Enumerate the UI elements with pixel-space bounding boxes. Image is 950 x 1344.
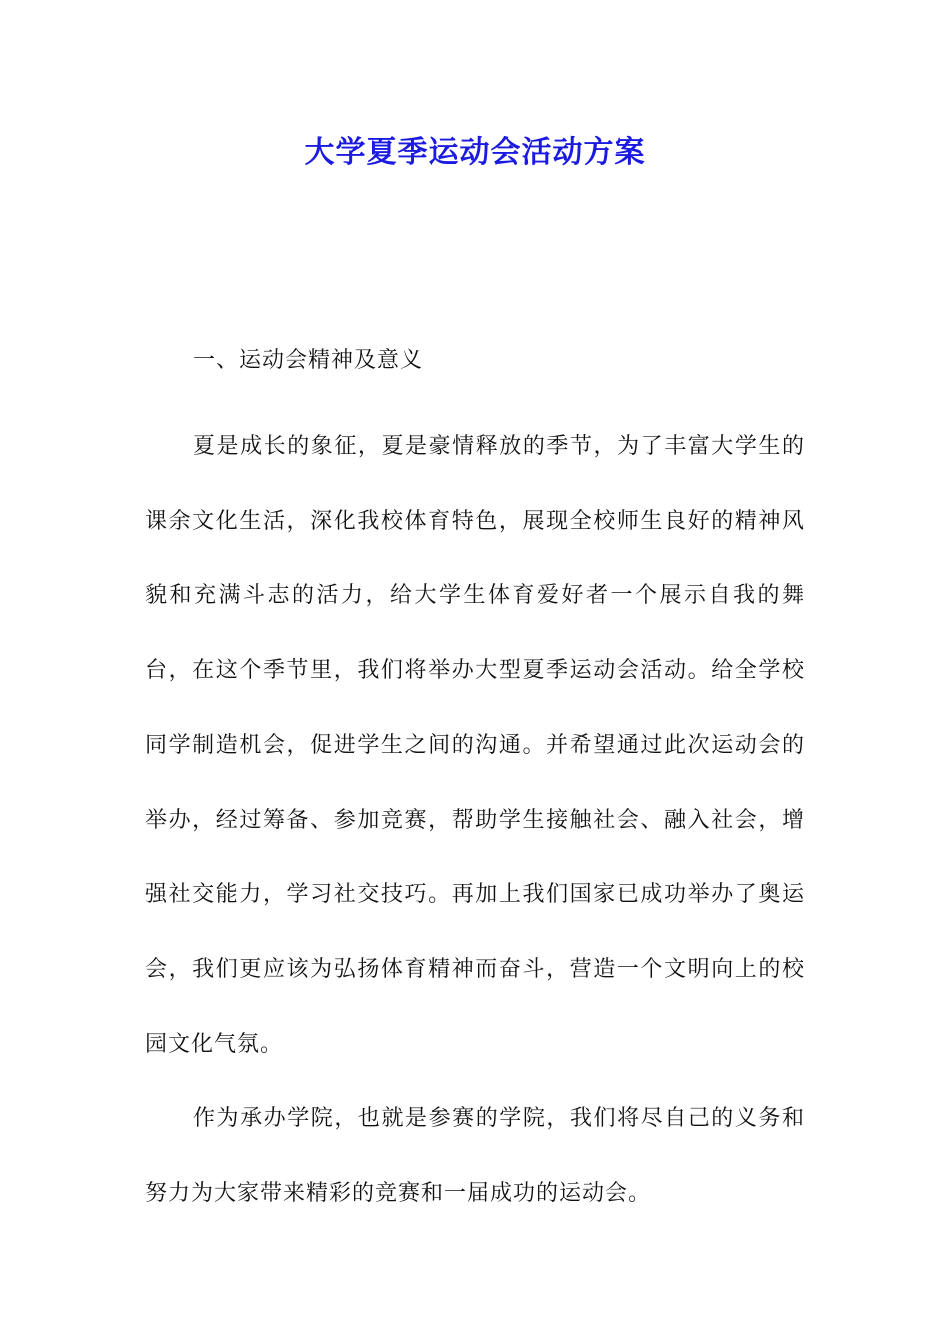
document-title: 大学夏季运动会活动方案: [304, 135, 646, 170]
section-heading: 一、运动会精神及意义: [193, 348, 424, 373]
paragraph-purpose: 夏是成长的象征，夏是豪情释放的季节，为了丰富大学生的课余文化生活，深化我校体育特色，展现全校师生良好的精神风貌和充满斗志的活力，给大学生体育爱好者一个展示自我的舞台，在这个季节里，我们将举办大型夏季运动会活动。给全学校同学制造机会，促进学生之间的沟通。并希望通过此次运动会的举办，经过筹备、参加竞赛，帮助学生接触社会、融入社会，增强社交能力，学习社交技巧。再加上我们国家已成功举办了奥运会，我们更应该为弘扬体育精神而奋斗，营造一个文明向上的校园文化气氛。: [145, 434, 805, 1057]
document-body: [145, 336, 805, 1232]
paragraph-commitment: 作为承办学院，也就是参赛的学院，我们将尽自己的义务和努力为大家带来精彩的竞赛和一届成功的运动会。: [145, 1106, 805, 1207]
